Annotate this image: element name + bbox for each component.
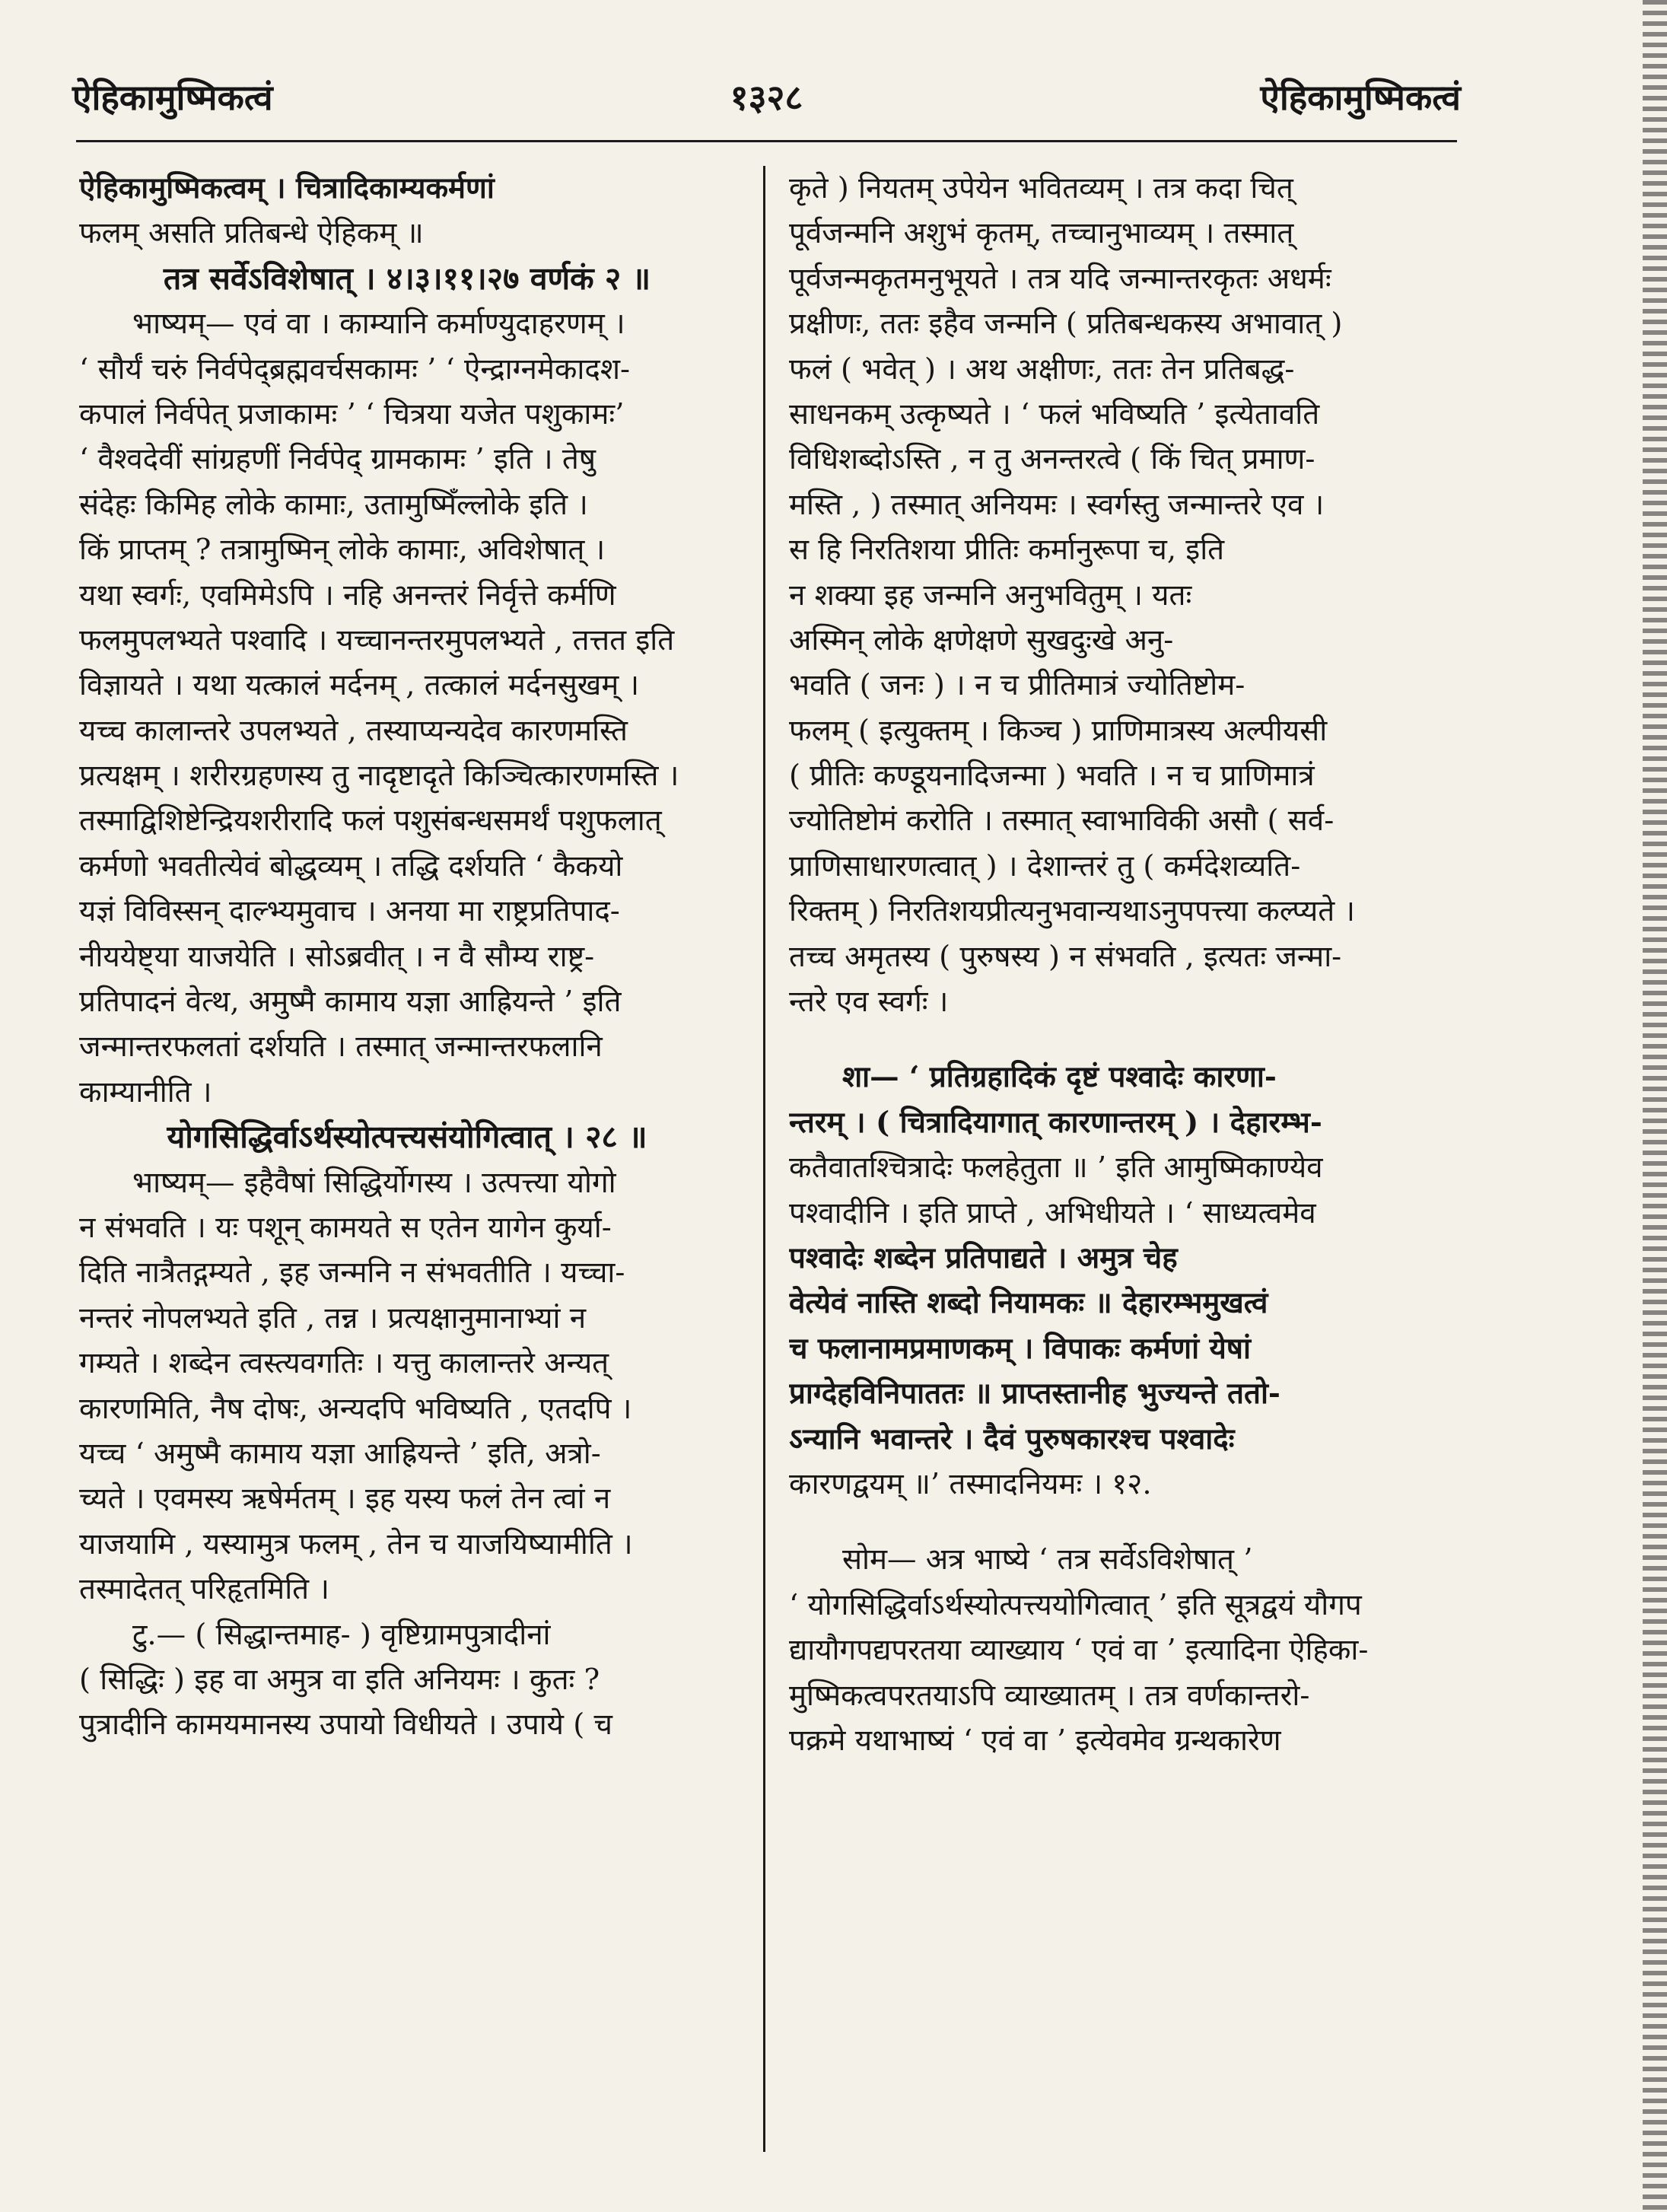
left-column [79, 166, 735, 1748]
text-line: यच्च कालान्तरे उपलभ्यते , तस्याप्यन्यदेव कारणमस्ति [79, 713, 628, 748]
text-line: संदेहः किमिह लोके कामाः, उतामुष्मिँल्लोके इति । [79, 487, 588, 522]
text-line: काम्यानीति । [79, 1074, 212, 1109]
text-line: च्यते । एवमस्य ऋषेर्मतम् । इह यस्य फलं तेन त्वां न [79, 1482, 611, 1517]
text-line: फलम् असति प्रतिबन्धे ऐहिकम् ॥ [79, 216, 424, 251]
text-line: कारणद्वयम् ॥’ तस्मादनियमः । १२. [789, 1466, 1152, 1501]
text-line: शा— ‘ प्रतिग्रहादिकं दृष्टं पश्वादेः कारणा- [842, 1060, 1277, 1095]
text-line: न्तरे एव स्वर्गः । [789, 985, 949, 1020]
text-line: नन्तरं नोपलभ्यते इति , तन्न । प्रत्यक्षानुमानाभ्यां न [79, 1300, 587, 1335]
header-right-title: ऐहिकामुष्मिकत्वं [1260, 77, 1461, 118]
text-line: पुत्रादीनि कामयमानस्य उपायो विधीयते । उपाये ( च [79, 1708, 612, 1743]
text-line: मुष्मिकत्वपरतयाऽपि व्याख्यातम् । तत्र वर्णकान्तरो- [789, 1678, 1310, 1713]
text-line: तस्मादेतत् परिहृतमिति । [79, 1572, 329, 1607]
text-line: भाष्यम्— इहैवैषां सिद्धिर्योगस्य । उत्पत्त्या योगो [132, 1165, 616, 1200]
text-line: यच्च ‘ अमुष्मै कामाय यज्ञा आह्रियन्ते ’ इति, अत्रो- [79, 1436, 601, 1471]
text-line: द्यायौगपद्यपरतया व्याख्याय ‘ एवं वा ’ इत्यादिना ऐहिका- [789, 1633, 1369, 1668]
text-line: ( प्रीतिः कण्डूयनादिजन्मा ) भवति । न च प्राणिमात्रं [789, 759, 1315, 794]
sutra-heading: तत्र सर्वेऽविशेषात् । ४।३।११।२७ वर्णकं २ ॥ [163, 259, 651, 297]
text-line: तच्च अमृतस्य ( पुरुषस्य ) न संभवति , इत्यतः जन्मा- [789, 939, 1342, 974]
text-line: कतैवातश्चित्रादेः फलहेतुता ॥ ’ इति आमुष्मिकाण्येव [789, 1151, 1323, 1186]
column-divider [763, 166, 765, 2152]
text-line: टु.— ( सिद्धान्तमाह- ) वृष्टिग्रामपुत्रादीनां [132, 1617, 551, 1652]
text-line: कपालं निर्वपेत् प्रजाकामः ’ ‘ चित्रया यजेत पशुकामः’ [79, 396, 625, 431]
text-line: ‘ सौर्यं चरुं निर्वपेद्ब्रह्मवर्चसकामः ’ ‘ ऐन्द्राग्नमेकादश- [79, 352, 631, 387]
text-line: ज्योतिष्टोमं करोति । तस्मात् स्वाभाविकी असौ ( सर्व- [789, 804, 1335, 839]
header-rule [76, 140, 1457, 142]
text-line: फलम् ( इत्युक्तम् । किञ्च ) प्राणिमात्रस्य अल्पीयसी [789, 713, 1328, 748]
text-line: पक्रमे यथाभाष्यं ‘ एवं वा ’ इत्येवमेव ग्रन्थकारेण [789, 1723, 1281, 1758]
text-line: फलं ( भवेत् ) । अथ अक्षीणः, ततः तेन प्रतिबद्ध- [789, 352, 1295, 387]
text-line: न संभवति । यः पशून् कामयते स एतेन यागेन कुर्या- [79, 1210, 612, 1245]
text-line: प्रत्यक्षम् । शरीरग्रहणस्य तु नादृष्टादृते किञ्चित्कारणमस्ति । [79, 759, 679, 794]
text-line: फलमुपलभ्यते पश्वादि । यच्चानन्तरमुपलभ्यते , तत्तत इति [79, 622, 675, 657]
text-line: नीययेष्ट्या याजयेति । सोऽब्रवीत् । न वै सौम्य राष्ट्र- [79, 939, 595, 974]
page-number: १३२८ [730, 77, 803, 118]
text-line: ‘ योगसिद्धिर्वाऽर्थस्योत्पत्त्ययोगित्वात् ’ इति सूत्रद्वयं यौगप [789, 1587, 1362, 1622]
text-line: प्राणिसाधारणत्वात् ) । देशान्तरं तु ( कर्मदेशव्यति- [789, 848, 1301, 883]
sutra-heading: योगसिद्धिर्वाऽर्थस्योत्पत्त्यसंयोगित्वात् । २८ ॥ [167, 1119, 647, 1156]
section-gap [789, 1024, 1459, 1055]
text-line: न शक्या इह जन्मनि अनुभवितुम् । यतः [789, 578, 1192, 613]
text-line: यथा स्वर्गः, एवमिमेऽपि । नहि अनन्तरं निर्वृत्ते कर्मणि [79, 578, 616, 613]
text-line: रिक्तम् ) निरतिशयप्रीत्यनुभवान्यथाऽनुपपत्त्या कल्प्यते । [789, 894, 1355, 929]
text-line: प्रतिपादनं वेत्थ, अमुष्मै कामाय यज्ञा आह्रियन्ते ’ इति [79, 985, 622, 1020]
text-line: यज्ञं विविस्सन् दाल्भ्यमुवाच । अनया मा राष्ट्रप्रतिपाद- [79, 894, 620, 929]
text-line: पश्वादेः शब्देन प्रतिपाद्यते । अमुत्र चेह [789, 1240, 1178, 1275]
text-line: वेत्येवं नास्ति शब्दो नियामकः ॥ देहारम्भमुखत्वं [789, 1286, 1268, 1321]
text-line: विज्ञायते । यथा यत्कालं मर्दनम् , तत्कालं मर्दनसुखम् । [79, 668, 640, 703]
text-line: जन्मान्तरफलतां दर्शयति । तस्मात् जन्मान्तरफलानि [79, 1030, 603, 1065]
right-column [789, 166, 1459, 1763]
text-line: मस्ति , ) तस्मात् अनियमः । स्वर्गस्तु जन्मान्तरे एव । [789, 487, 1325, 522]
text-line: प्रक्षीणः, ततः इहैव जन्मनि ( प्रतिबन्धकस्य अभावात् ) [789, 307, 1343, 342]
text-line: ऐहिकामुष्मिकत्वम् । चित्रादिकाम्यकर्मणां [79, 171, 495, 205]
text-line: प्राग्देहविनिपाततः ॥ प्राप्तस्तानीह भुज्यन्ते ततो- [789, 1377, 1280, 1412]
text-line: याजयामि , यस्यामुत्र फलम् , तेन च याजयिष्यामीति । [79, 1526, 633, 1561]
text-line: गम्यते । शब्देन त्वस्त्यवगतिः । यत्तु कालान्तरे अन्यत् [79, 1346, 609, 1381]
text-line: ‘ वैश्वदेवीं सांग्रहणीं निर्वपेद् ग्रामकामः ’ इति । तेषु [79, 442, 596, 477]
text-line: विधिशब्दोऽस्ति , न तु अनन्तरत्वे ( किं चित् प्रमाण- [789, 442, 1315, 477]
text-line: भाष्यम्— एवं वा । काम्यानि कर्माण्युदाहरणम् । [132, 307, 625, 342]
text-line: सोम— अत्र भाष्ये ‘ तत्र सर्वेऽविशेषात् ’ [842, 1542, 1253, 1577]
header-left-title: ऐहिकामुष्मिकत्वं [72, 77, 273, 118]
text-line: किं प्राप्तम् ? तत्रामुष्मिन् लोके कामाः, अविशेषात् । [79, 533, 606, 568]
text-line: न्तरम् । ( चित्रादियागात् कारणान्तरम् ) । देहारम्भ- [789, 1105, 1322, 1140]
section-gap [789, 1507, 1459, 1537]
text-line: दिति नात्रैतद्गम्यते , इह जन्मनि न संभवतीति । यच्चा- [79, 1256, 625, 1291]
text-line: कर्मणो भवतीत्येवं बोद्धव्यम् । तद्धि दर्शयति ‘ कैकयो [79, 848, 623, 883]
text-line: ( सिद्धिः ) इह वा अमुत्र वा इति अनियमः । कुतः ? [79, 1662, 600, 1697]
text-line: पश्वादीनि । इति प्राप्ते , अभिधीयते । ‘ साध्यत्वमेव [789, 1195, 1316, 1230]
text-line: साधनकम् उत्कृष्यते । ‘ फलं भविष्यति ’ इत्येतावति [789, 396, 1320, 431]
text-line: तस्माद्विशिष्टेन्द्रियशरीरादि फलं पशुसंबन्धसमर्थं पशुफलात् [79, 804, 662, 839]
text-line: पूर्वजन्मकृतमनुभूयते । तत्र यदि जन्मान्तरकृतः अधर्मः [789, 261, 1331, 296]
running-header [72, 73, 1461, 126]
text-line: कारणमिति, नैष दोषः, अन्यदपि भविष्यति , एतदपि । [79, 1391, 632, 1426]
text-line: स हि निरतिशया प्रीतिः कर्मानुरूपा च, इति [789, 533, 1225, 568]
text-line: ऽन्यानि भवान्तरे । दैवं पुरुषकारश्च पश्वादेः [789, 1421, 1235, 1456]
text-line: च फलानामप्रमाणकम् । विपाकः कर्मणां येषां [789, 1331, 1252, 1366]
text-line: पूर्वजन्मनि अशुभं कृतम्, तच्चानुभाव्यम् । तस्मात् [789, 216, 1294, 251]
text-line: भवति ( जनः ) । न च प्रीतिमात्रं ज्योतिष्टोम- [789, 668, 1245, 703]
scanned-page-edge [1643, 0, 1667, 2212]
text-line: कृते ) नियतम् उपेयेन भवितव्यम् । तत्र कदा चित् [789, 171, 1293, 205]
text-line: अस्मिन् लोके क्षणेक्षणे सुखदुःखे अनु- [789, 622, 1174, 657]
